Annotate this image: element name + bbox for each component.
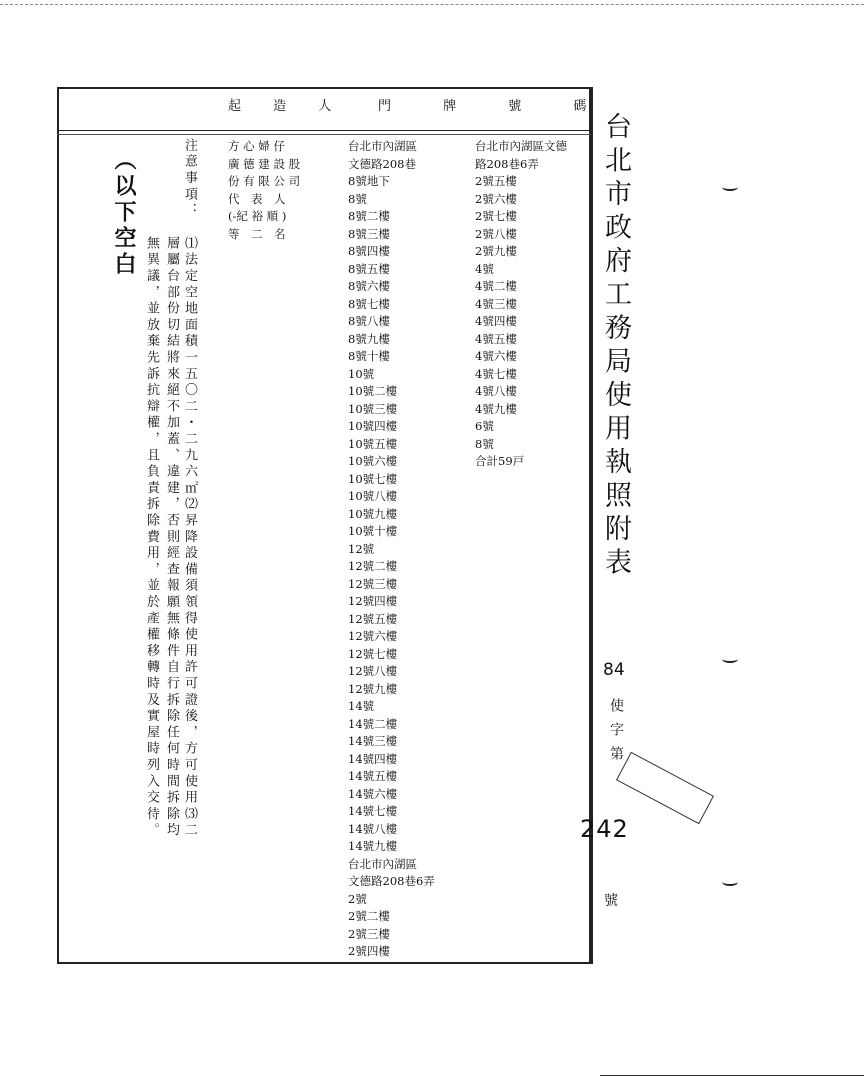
- address-line: 14號四樓: [348, 751, 398, 766]
- address-line: 文德路208巷: [348, 156, 416, 171]
- address-line: 8號九樓: [348, 331, 390, 346]
- address-line: 14號三樓: [348, 734, 398, 748]
- address-line: 10號: [348, 366, 375, 381]
- license-year: 84: [603, 660, 625, 680]
- builder-line: 代 表 人: [228, 191, 286, 206]
- address-line: 台北市內湖區: [348, 139, 417, 153]
- address-line: 10號七樓: [348, 471, 398, 486]
- address-line: 8號: [348, 191, 367, 206]
- header-rule-secondary: [57, 134, 591, 135]
- address-line: 10號二樓: [348, 384, 398, 398]
- address-line: 8號十樓: [348, 349, 390, 363]
- address-line: 8號七樓: [348, 296, 390, 311]
- header-door-number: 門 牌 號 碼: [378, 99, 611, 114]
- address-line: 10號八樓: [348, 489, 398, 503]
- notes-column-2: ⑴法定空地面積一五〇二・二九六㎡⑵昇降設備須領得使用許可證後，方可使用⑶二: [182, 236, 197, 840]
- address-line: 台北市內湖區: [348, 856, 417, 871]
- builder-line: 方 心 婦 仔: [228, 139, 285, 153]
- address-line: 8號: [475, 436, 494, 451]
- address-line: 2號: [348, 891, 367, 906]
- address-line: 10號五樓: [348, 436, 398, 451]
- document-title: 台北市政府工務局使用執照附表: [600, 112, 631, 581]
- address-line: 12號五樓: [348, 611, 398, 626]
- notes-column-1: 注意事項：: [182, 138, 197, 220]
- address-line: 2號九樓: [475, 244, 517, 258]
- address-line: 8號二樓: [348, 209, 390, 223]
- address-line: 文德路208巷6弄: [348, 874, 435, 888]
- address-line: 4號三樓: [475, 296, 517, 311]
- address-line: 14號九樓: [348, 839, 398, 853]
- scan-mark: [722, 183, 738, 191]
- address-line: 8號八樓: [348, 314, 390, 328]
- builder-line: 廣 德 建 設 股: [228, 156, 301, 171]
- address-line: 4號九樓: [475, 401, 517, 416]
- address-line: 10號三樓: [348, 401, 398, 416]
- address-line: 4號四樓: [475, 314, 517, 328]
- address-line: 2號三樓: [348, 926, 390, 941]
- address-line: 2號七樓: [475, 209, 517, 223]
- address-line: 2號五樓: [475, 174, 517, 188]
- address-line: 14號: [348, 699, 375, 713]
- address-line: 2號二樓: [348, 909, 390, 923]
- scan-mark: [722, 655, 738, 663]
- address-line: 12號四樓: [348, 594, 398, 608]
- address-line: 12號三樓: [348, 576, 398, 591]
- address-line: 2號四樓: [348, 944, 390, 958]
- address-line: 12號六樓: [348, 629, 398, 643]
- address-line: 14號五樓: [348, 769, 398, 783]
- address-line: 10號十樓: [348, 524, 398, 538]
- license-word: 使字第: [608, 698, 624, 770]
- handwritten-blank-note: ︵以下空白: [111, 148, 136, 278]
- address-line: 10號九樓: [348, 506, 398, 521]
- scan-top-edge: [0, 4, 864, 5]
- address-list-1: [348, 138, 435, 961]
- scan-bottom-edge: [600, 1075, 864, 1076]
- notes-column-4: 無異議，並放棄先訴抗辯權，且負責拆除費用，並於產權移轉時及實屋時列入交待。: [144, 236, 159, 840]
- address-line: 12號七樓: [348, 646, 398, 661]
- builder-list: [228, 138, 300, 243]
- address-line: 4號: [475, 261, 494, 276]
- address-line: 4號六樓: [475, 349, 517, 363]
- address-line: 10號四樓: [348, 419, 398, 433]
- address-line: 4號五樓: [475, 331, 517, 346]
- address-line: 4號二樓: [475, 279, 517, 293]
- address-line: 2號六樓: [475, 191, 517, 206]
- header-builder: 起 造 人: [228, 99, 346, 114]
- address-line: 12號九樓: [348, 681, 398, 696]
- builder-line: 等 二 名: [228, 226, 286, 241]
- address-list-2: [475, 138, 567, 471]
- address-line: 8號地下: [348, 174, 390, 188]
- address-line: 14號二樓: [348, 716, 398, 731]
- notes-column-3: 層屬台部份切結將來絕不加蓋、違建，否則經查報願無條件自行拆除任何時間拆除均: [164, 236, 179, 840]
- builder-line: 份 有 限 公 司: [228, 174, 301, 188]
- address-line: 2號八樓: [475, 226, 517, 241]
- address-line: 台北市內湖區文德: [475, 139, 567, 153]
- address-line: 8號五樓: [348, 261, 390, 276]
- address-line: 14號八樓: [348, 821, 398, 836]
- address-line: 12號八樓: [348, 664, 398, 678]
- address-line: 12號: [348, 541, 375, 556]
- address-line: 6號: [475, 419, 494, 433]
- address-line: 4號七樓: [475, 366, 517, 381]
- address-line: 路208巷6弄: [475, 156, 539, 171]
- address-line: 8號四樓: [348, 244, 390, 258]
- address-line: 合計59戸: [475, 454, 525, 468]
- address-line: 12號二樓: [348, 559, 398, 573]
- address-line: 10號六樓: [348, 454, 398, 468]
- license-number: 242: [580, 815, 629, 843]
- address-line: 14號七樓: [348, 804, 398, 818]
- header-rule: [57, 130, 591, 131]
- address-line: 8號三樓: [348, 226, 390, 241]
- stamp-mark: [616, 752, 714, 824]
- address-line: 14號六樓: [348, 786, 398, 801]
- license-suffix: 號: [604, 893, 618, 909]
- builder-line: (-紀 裕 順 ): [228, 209, 287, 223]
- address-line: 8號六樓: [348, 279, 390, 293]
- scan-mark: [722, 878, 738, 886]
- address-line: 4號八樓: [475, 384, 517, 398]
